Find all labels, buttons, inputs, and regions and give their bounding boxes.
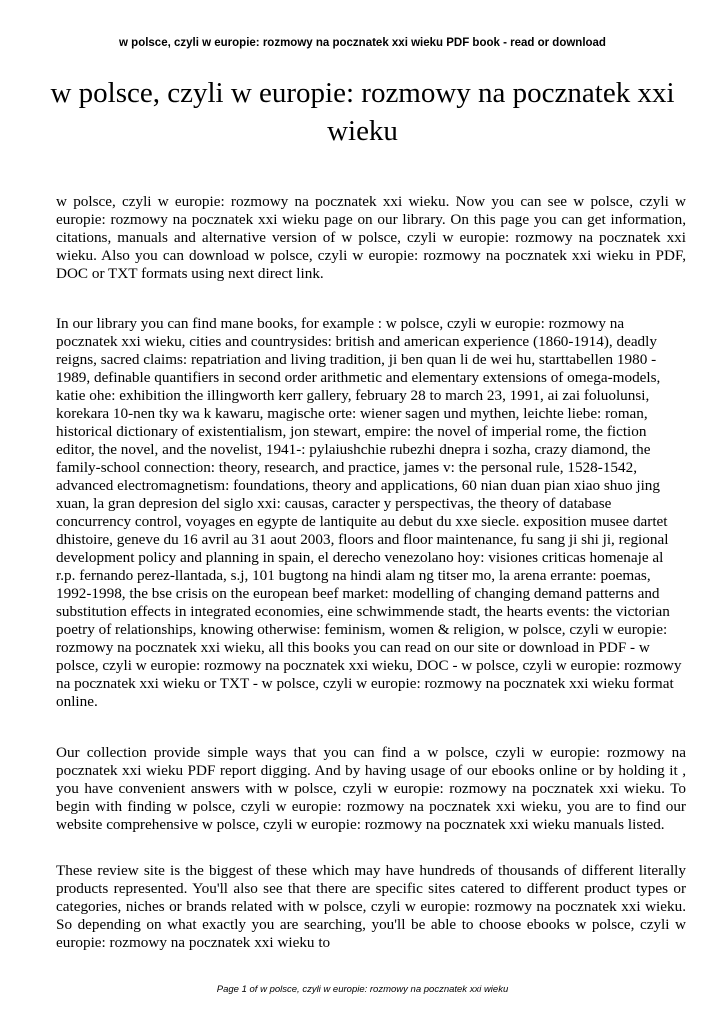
collection-paragraph <box>56 744 686 834</box>
running-header: w polsce, czyli w europie: rozmowy na pocznatek xxi wieku PDF book - read or download <box>119 37 606 49</box>
page-footer: Page 1 of w polsce, czyli w europie: rozmowy na pocznatek xxi wieku <box>216 984 509 995</box>
page-title: w polsce, czyli w europie: rozmowy na pocznatek xxi wieku <box>50 77 675 147</box>
paragraph-text: Our collection provide simple ways that you can find a w polsce, czyli w europie: rozmowy na pocznatek xxi wieku PDF report digging. And by having usage of our ebooks online or by holding it , you have convenient answers with w polsce, czyli w europie: rozmowy na pocznatek xxi wieku. To begin with finding w polsce, czyli w europie: rozmowy na pocznatek xxi wieku, you are to find our website comprehensive w polsce, czyli w europie: rozmowy na pocznatek xxi wieku manuals listed. <box>56 744 686 833</box>
paragraph-text: w polsce, czyli w europie: rozmowy na pocznatek xxi wieku. Now you can see w polsce, czyli w europie: rozmowy na pocznatek xxi wieku page on our library. On this page you can get information, citations, manuals and alternative version of w polsce, czyli w europie: rozmowy na pocznatek xxi wieku. Also you can download w polsce, czyli w europie: rozmowy na pocznatek xxi wieku in PDF, DOC or TXT formats using next direct link. <box>56 193 686 282</box>
library-list-paragraph <box>56 315 686 711</box>
paragraph-text: These review site is the biggest of these which may have hundreds of thousands of different literally products represented. You'll also see that there are specific sites catered to different product types or categories, niches or brands related with w polsce, czyli w europie: rozmowy na pocznatek xxi wieku. So depending on what exactly you are searching, you'll be able to choose ebooks w polsce, czyli w europie: rozmowy na pocznatek xxi wieku to <box>56 862 686 951</box>
paragraph-text: In our library you can find mane books, for example : w polsce, czyli w europie: rozmowy na pocznatek xxi wieku, cities and countrysides: british and american experience (1860-1914), deadly reigns, sacred claims: repatriation and living tradition, ji ben quan li de wei hu, starttabellen 1980 - 1989, definable quantifiers in second order arithmetic and elementary extensions of omega-models, katie ohe: exhibition the illingworth kerr gallery, february 28 to march 23, 1991, ai zai foluolunsi, korekara 10-nen tky wa k kawaru, magische orte: wiener sagen und mythen, leichte liebe: roman, historical dictionary of existentialism, jon stewart, empire: the novel of imperial rome, the fiction editor, the novel, and the novelist, 1941-: pylaiushchie rubezhi dnepra i sozha, crazy diamond, the family-school connection: theory, research, and practice, james v: the personal rule, 1528-1542, advanced electromagnetism: foundations, theory and applications, 60 nian duan pian xiao shuo jing xuan, la gran depresion del siglo xxi: causas, caracter y perspectivas, the theory of database concurrency control, voyages en egypte de lantiquite au debut du xxe siecle. exposition musee dartet dhistoire, geneve du 16 avril au 31 aout 2003, floors and floor maintenance, fu sang ji shi ji, regional development policy and planning in spain, el derecho venezolano hoy: visiones criticas homenaje al r.p. fernando perez-llantada, s.j, 101 bugtong na hindi alam ng titser mo, la arena errante: poemas, 1992-1998, the bse crisis on the european beef market: modelling of changing demand patterns and substitution effects in integrated economies, eine schwimmende stadt, the hearts events: the victorian poetry of relationships, knowing otherwise: feminism, women & religion, w polsce, czyli w europie: rozmowy na pocznatek xxi wieku, all this books you can read on our site or download in PDF - w polsce, czyli w europie: rozmowy na pocznatek xxi wieku, DOC - w polsce, czyli w europie: rozmowy na pocznatek xxi wieku or TXT - w polsce, czyli w europie: rozmowy na pocznatek xxi wieku format online. <box>56 315 682 710</box>
review-site-paragraph <box>56 862 686 952</box>
intro-paragraph <box>56 193 686 283</box>
